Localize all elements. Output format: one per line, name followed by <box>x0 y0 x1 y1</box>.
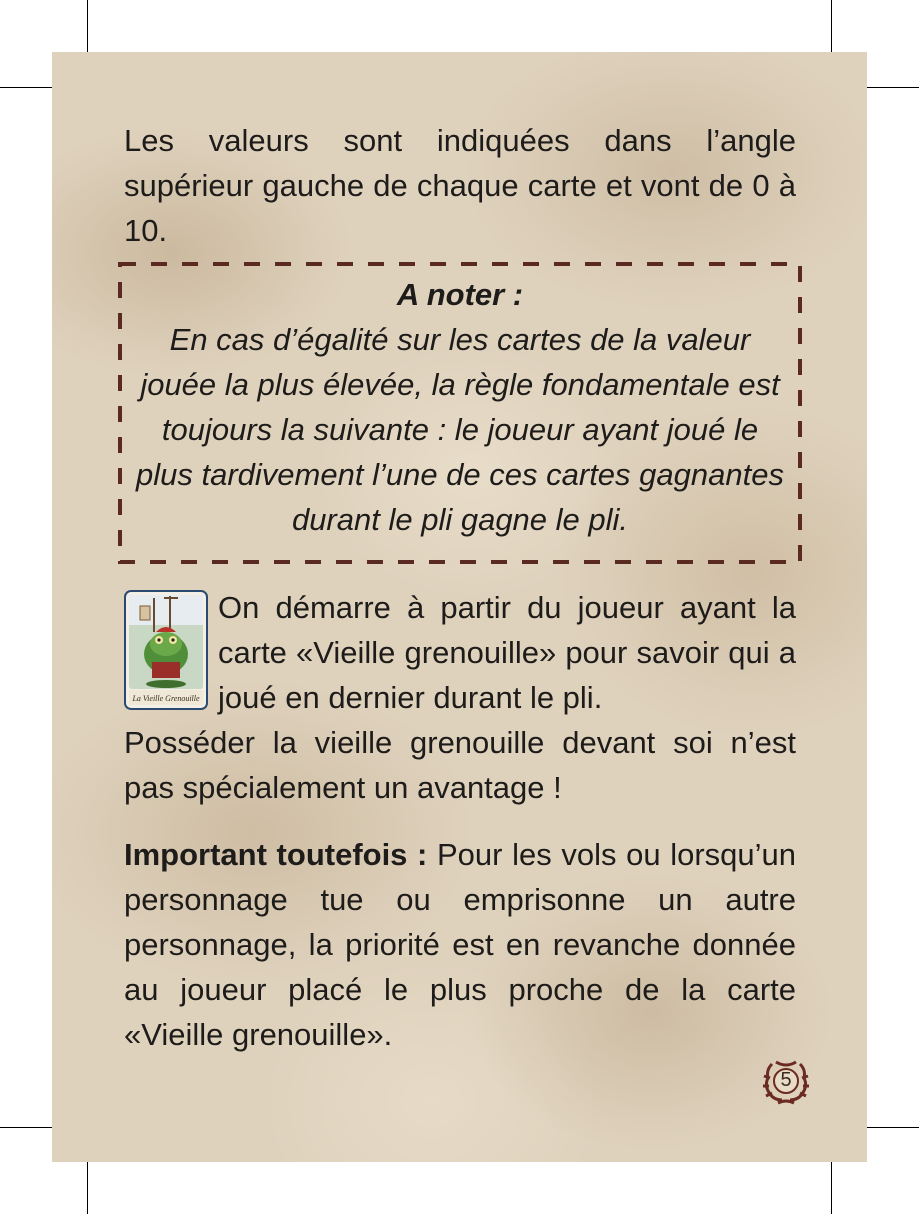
start-paragraph: On démarre à partir du joueur ayant la carte «Vieille grenouille» pour savoir qui a joué en dernier durant le pli. <box>218 590 796 715</box>
note-text: En cas d’égalité sur les cartes de la valeur jouée la plus élevée, la règle fondamentale est toujours la suivante : le joueur ayant joué le plus tardivement l’une de ces cartes gagnantes durant le pli gagne le pli. <box>136 322 784 537</box>
important-paragraph <box>124 832 796 1057</box>
important-label: Important toutefois : <box>124 837 428 872</box>
page-number-ornament <box>760 1058 812 1106</box>
values-paragraph: Les valeurs sont indiquées dans l’angle supérieur gauche de chaque carte et vont de 0 à 10. <box>124 123 796 248</box>
rulebook-page <box>52 52 867 1162</box>
note-content <box>132 272 788 542</box>
frog-card-icon <box>124 590 208 710</box>
advantage-paragraph: Posséder la vieille grenouille devant soi n’est pas spécialement un avantage ! <box>124 725 796 805</box>
card-caption: La Vieille Grenouille <box>132 694 200 703</box>
note-box <box>118 262 802 564</box>
important-text: Pour les vols ou lorsqu’un personnage tue ou emprisonne un autre personnage, la priorité est en revanche donnée au joueur placé le plus proche de la carte «Vieille grenouille». <box>124 837 796 1052</box>
note-title: A noter : <box>396 277 524 312</box>
page-number: 5 <box>780 1069 792 1091</box>
